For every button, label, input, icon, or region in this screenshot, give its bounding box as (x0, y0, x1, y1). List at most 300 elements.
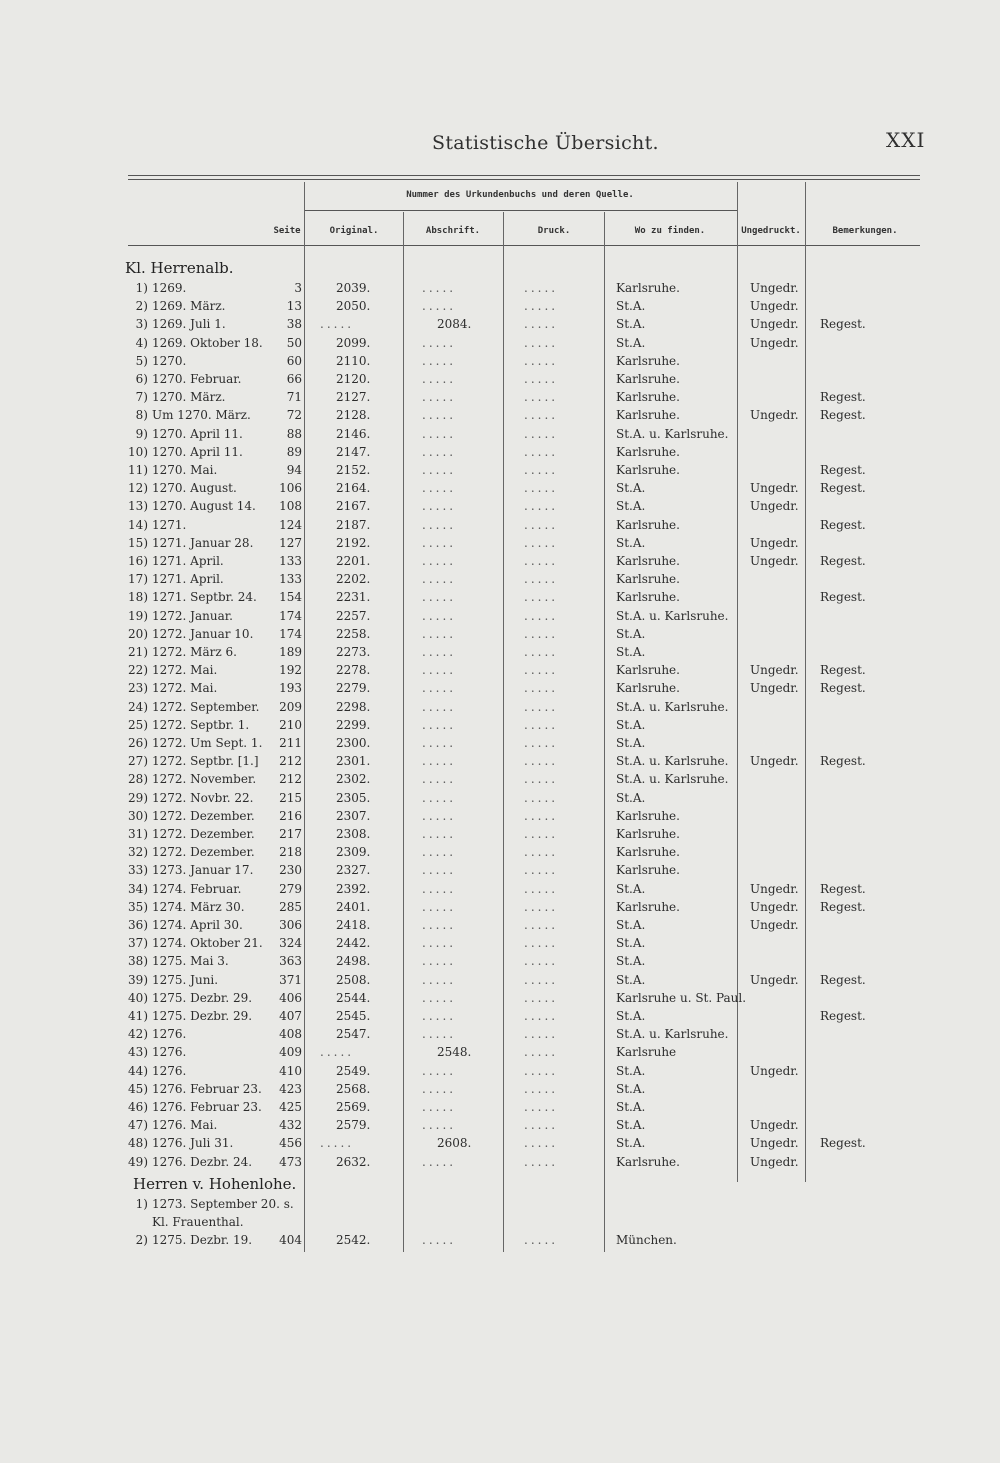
row-location: Karlsruhe. (616, 863, 680, 877)
row-abschrift: ..... (422, 299, 457, 313)
row-date: 1270. August. (152, 481, 237, 495)
row-number: 20) (128, 627, 148, 641)
row-abschrift: ..... (422, 845, 457, 859)
row-druck: ..... (524, 973, 559, 987)
row-druck: ..... (524, 1155, 559, 1169)
row-seite: 279 (279, 882, 302, 896)
row-druck: ..... (524, 1100, 559, 1114)
row-number: 37) (128, 936, 148, 950)
row-seite: 218 (279, 845, 302, 859)
row-druck: ..... (524, 1136, 559, 1150)
row-number: 2) (135, 299, 148, 313)
column-header-abschrift: Abschrift. (425, 226, 481, 236)
row-original: 2152. (336, 463, 371, 477)
row-original: 2300. (336, 736, 371, 750)
row-location: St.A. u. Karlsruhe. (616, 1027, 729, 1041)
row-abschrift: ..... (422, 518, 457, 532)
row-abschrift: ..... (422, 536, 457, 550)
row-date: 1274. März 30. (152, 900, 245, 914)
row-location: St.A. (616, 1082, 646, 1096)
row-abschrift: ..... (422, 1009, 457, 1023)
row-number: 14) (128, 518, 148, 532)
row-druck: ..... (524, 481, 559, 495)
row-number: 12) (128, 481, 148, 495)
row-date: Um 1270. März. (152, 408, 251, 422)
row-original: 2039. (336, 281, 371, 295)
row-number: 1) (135, 1197, 148, 1211)
row-date: 1271. April. (152, 572, 224, 586)
row-abschrift: ..... (422, 372, 457, 386)
row-abschrift: ..... (422, 1155, 457, 1169)
row-seite: 217 (279, 827, 302, 841)
row-seite: 409 (279, 1045, 302, 1059)
column-divider (805, 182, 806, 1182)
top-rule (128, 179, 920, 180)
row-note: Kl. Frauenthal. (152, 1215, 244, 1229)
row-date: 1269. Oktober 18. (152, 336, 263, 350)
row-date: 1275. Juni. (152, 973, 219, 987)
row-date: 1271. April. (152, 554, 224, 568)
row-original: ..... (320, 1136, 355, 1150)
row-date: 1271. Septbr. 24. (152, 590, 257, 604)
row-abschrift: ..... (422, 572, 457, 586)
row-location: St.A. (616, 336, 646, 350)
row-abschrift: ..... (422, 809, 457, 823)
row-abschrift: ..... (422, 609, 457, 623)
row-ungedruckt: Ungedr. (750, 1118, 799, 1132)
row-ungedruckt: Ungedr. (750, 900, 799, 914)
row-abschrift: ..... (422, 900, 457, 914)
row-abschrift: ..... (422, 772, 457, 786)
row-number: 49) (128, 1155, 148, 1169)
row-number: 43) (128, 1045, 148, 1059)
row-location: St.A. (616, 973, 646, 987)
row-seite: 88 (286, 427, 302, 441)
row-remark: Regest. (820, 1136, 866, 1150)
row-original: 2187. (336, 518, 371, 532)
row-original: 2401. (336, 900, 371, 914)
row-original: 2127. (336, 390, 371, 404)
row-location: Karlsruhe. (616, 445, 680, 459)
row-original: 2392. (336, 882, 371, 896)
row-date: 1270. (152, 354, 187, 368)
row-abschrift: ..... (422, 336, 457, 350)
row-location: St.A. (616, 627, 646, 641)
row-location: St.A. (616, 1009, 646, 1023)
row-druck: ..... (524, 936, 559, 950)
row-druck: ..... (524, 954, 559, 968)
row-seite: 50 (286, 336, 302, 350)
row-date: 1276. (152, 1027, 187, 1041)
row-seite: 456 (279, 1136, 302, 1150)
row-location: St.A. (616, 1064, 646, 1078)
row-number: 42) (128, 1027, 148, 1041)
row-date: 1274. Oktober 21. (152, 936, 263, 950)
row-druck: ..... (524, 554, 559, 568)
row-druck: ..... (524, 663, 559, 677)
row-remark: Regest. (820, 973, 866, 987)
row-druck: ..... (524, 408, 559, 422)
row-number: 7) (135, 390, 148, 404)
row-original: 2418. (336, 918, 371, 932)
row-seite: 38 (286, 317, 302, 331)
row-seite: 106 (279, 481, 302, 495)
row-original: ..... (320, 317, 355, 331)
row-location: Karlsruhe. (616, 354, 680, 368)
row-date: 1270. April 11. (152, 445, 243, 459)
row-number: 31) (128, 827, 148, 841)
row-number: 28) (128, 772, 148, 786)
row-abschrift: ..... (422, 1027, 457, 1041)
row-number: 47) (128, 1118, 148, 1132)
row-original: 2110. (336, 354, 371, 368)
column-header-ungedruckt: Ungedruckt. (741, 226, 801, 236)
row-original: 2632. (336, 1155, 371, 1169)
row-date: 1275. Dezbr. 29. (152, 1009, 253, 1023)
row-date: 1275. Dezbr. 29. (152, 991, 253, 1005)
row-original: 2147. (336, 445, 371, 459)
row-abschrift: ..... (422, 736, 457, 750)
row-remark: Regest. (820, 681, 866, 695)
row-abschrift: 2608. (437, 1136, 472, 1150)
row-original: 2327. (336, 863, 371, 877)
row-druck: ..... (524, 354, 559, 368)
row-date: 1270. April 11. (152, 427, 243, 441)
row-date: 1269. Juli 1. (152, 317, 226, 331)
page-number: XXI (886, 128, 926, 152)
row-ungedruckt: Ungedr. (750, 536, 799, 550)
row-number: 9) (135, 427, 148, 441)
row-original: 2192. (336, 536, 371, 550)
row-number: 35) (128, 900, 148, 914)
row-date: 1272. Um Sept. 1. (152, 736, 263, 750)
row-date: 1272. Dezember. (152, 827, 255, 841)
row-ungedruckt: Ungedr. (750, 663, 799, 677)
row-druck: ..... (524, 518, 559, 532)
row-remark: Regest. (820, 317, 866, 331)
row-abschrift: ..... (422, 1082, 457, 1096)
row-date: 1274. Februar. (152, 882, 242, 896)
row-location: Karlsruhe u. St. Paul. (616, 991, 747, 1005)
row-druck: ..... (524, 809, 559, 823)
row-date: 1273. Januar 17. (152, 863, 254, 877)
row-abschrift: ..... (422, 408, 457, 422)
row-number: 23) (128, 681, 148, 695)
row-location: St.A. (616, 736, 646, 750)
row-number: 32) (128, 845, 148, 859)
row-druck: ..... (524, 845, 559, 859)
row-location: St.A. (616, 918, 646, 932)
row-date: 1272. März 6. (152, 645, 237, 659)
row-location: Karlsruhe. (616, 372, 680, 386)
row-number: 30) (128, 809, 148, 823)
row-abschrift: ..... (422, 791, 457, 805)
row-number: 38) (128, 954, 148, 968)
row-seite: 216 (279, 809, 302, 823)
row-remark: Regest. (820, 1009, 866, 1023)
row-abschrift: ..... (422, 281, 457, 295)
row-abschrift: ..... (422, 754, 457, 768)
row-original: 2146. (336, 427, 371, 441)
row-ungedruckt: Ungedr. (750, 299, 799, 313)
row-location: Karlsruhe (616, 1045, 677, 1059)
row-abschrift: ..... (422, 481, 457, 495)
row-seite: 174 (279, 627, 302, 641)
row-location: St.A. u. Karlsruhe. (616, 700, 729, 714)
row-date: 1276. (152, 1064, 187, 1078)
row-druck: ..... (524, 827, 559, 841)
row-number: 45) (128, 1082, 148, 1096)
row-date: 1272. Septbr. [1.] (152, 754, 259, 768)
column-divider (304, 182, 305, 1252)
row-original: 2308. (336, 827, 371, 841)
row-date: 1271. Januar 28. (152, 536, 254, 550)
row-original: 2544. (336, 991, 371, 1005)
row-seite: 212 (279, 772, 302, 786)
row-number: 10) (128, 445, 148, 459)
row-location: St.A. (616, 936, 646, 950)
row-seite: 72 (286, 408, 302, 422)
row-date: 1272. September. (152, 700, 260, 714)
column-header-bemerkungen: Bemerkungen. (832, 226, 898, 236)
row-location: St.A. (616, 1100, 646, 1114)
row-location: St.A. (616, 1118, 646, 1132)
column-divider (503, 212, 504, 1252)
row-number: 46) (128, 1100, 148, 1114)
row-ungedruckt: Ungedr. (750, 317, 799, 331)
row-seite: 13 (286, 299, 302, 313)
row-number: 26) (128, 736, 148, 750)
row-date: 1276. Mai. (152, 1118, 218, 1132)
row-original: 2545. (336, 1009, 371, 1023)
row-seite: 154 (279, 590, 302, 604)
column-header-original: Original. (329, 226, 379, 236)
row-seite: 371 (279, 973, 302, 987)
row-druck: ..... (524, 1064, 559, 1078)
row-location: St.A. u. Karlsruhe. (616, 772, 729, 786)
row-seite: 408 (279, 1027, 302, 1041)
row-original: 2498. (336, 954, 371, 968)
column-header-seite: Seite (273, 226, 301, 236)
row-seite: 124 (279, 518, 302, 532)
page-title: Statistische Übersicht. (432, 132, 659, 154)
column-group-header: Nummer des Urkundenbuchs und deren Quelle. (406, 190, 634, 200)
row-date: 1270. August 14. (152, 499, 256, 513)
row-original: 2167. (336, 499, 371, 513)
row-location: St.A. (616, 882, 646, 896)
row-number: 29) (128, 791, 148, 805)
row-ungedruckt: Ungedr. (750, 1136, 799, 1150)
row-ungedruckt: Ungedr. (750, 408, 799, 422)
row-remark: Regest. (820, 554, 866, 568)
row-date: 1275. Dezbr. 19. (152, 1233, 253, 1247)
row-number: 19) (128, 609, 148, 623)
row-original: 2309. (336, 845, 371, 859)
row-date: 1274. April 30. (152, 918, 243, 932)
row-number: 27) (128, 754, 148, 768)
row-number: 41) (128, 1009, 148, 1023)
row-abschrift: ..... (422, 1064, 457, 1078)
row-location: St.A. (616, 791, 646, 805)
row-seite: 66 (286, 372, 302, 386)
row-seite: 108 (279, 499, 302, 513)
row-location: St.A. u. Karlsruhe. (616, 427, 729, 441)
row-original: 2305. (336, 791, 371, 805)
row-seite: 211 (279, 736, 302, 750)
row-druck: ..... (524, 463, 559, 477)
row-seite: 94 (286, 463, 302, 477)
row-abschrift: ..... (422, 681, 457, 695)
row-number: 44) (128, 1064, 148, 1078)
row-seite: 363 (279, 954, 302, 968)
row-original: 2099. (336, 336, 371, 350)
row-remark: Regest. (820, 663, 866, 677)
row-original: ..... (320, 1045, 355, 1059)
row-druck: ..... (524, 590, 559, 604)
row-location: St.A. (616, 954, 646, 968)
column-divider (403, 212, 404, 1252)
row-seite: 60 (286, 354, 302, 368)
row-remark: Regest. (820, 754, 866, 768)
row-location: Karlsruhe. (616, 681, 680, 695)
row-location: Karlsruhe. (616, 281, 680, 295)
row-number: 5) (135, 354, 148, 368)
row-location: Karlsruhe. (616, 845, 680, 859)
column-header-wo: Wo zu finden. (634, 226, 706, 236)
row-number: 6) (135, 372, 148, 386)
header-bottom-rule (128, 245, 920, 246)
top-rule (128, 175, 920, 176)
row-number: 16) (128, 554, 148, 568)
row-date: 1276. (152, 1045, 187, 1059)
row-abschrift: ..... (422, 936, 457, 950)
row-ungedruckt: Ungedr. (750, 481, 799, 495)
row-remark: Regest. (820, 518, 866, 532)
row-number: 4) (135, 336, 148, 350)
row-date: 1269. März. (152, 299, 226, 313)
row-location: St.A. (616, 299, 646, 313)
row-location: Karlsruhe. (616, 390, 680, 404)
row-druck: ..... (524, 1233, 559, 1247)
row-seite: 3 (294, 281, 302, 295)
row-remark: Regest. (820, 882, 866, 896)
row-location: Karlsruhe. (616, 809, 680, 823)
row-seite: 189 (279, 645, 302, 659)
row-abschrift: ..... (422, 973, 457, 987)
row-ungedruckt: Ungedr. (750, 882, 799, 896)
row-druck: ..... (524, 918, 559, 932)
section-heading: Herren v. Hohenlohe. (133, 1174, 297, 1193)
row-location: Karlsruhe. (616, 900, 680, 914)
row-location: Karlsruhe. (616, 408, 680, 422)
row-location: Karlsruhe. (616, 1155, 680, 1169)
group-rule (305, 210, 737, 211)
row-druck: ..... (524, 882, 559, 896)
row-number: 40) (128, 991, 148, 1005)
row-seite: 174 (279, 609, 302, 623)
row-original: 2164. (336, 481, 371, 495)
row-abschrift: ..... (422, 463, 457, 477)
row-druck: ..... (524, 718, 559, 732)
row-abschrift: ..... (422, 427, 457, 441)
row-seite: 89 (286, 445, 302, 459)
row-abschrift: ..... (422, 718, 457, 732)
row-abschrift: ..... (422, 663, 457, 677)
row-location: St.A. u. Karlsruhe. (616, 754, 729, 768)
column-divider (604, 212, 605, 1252)
row-number: 1) (135, 281, 148, 295)
row-original: 2547. (336, 1027, 371, 1041)
row-ungedruckt: Ungedr. (750, 681, 799, 695)
row-date: 1272. Novbr. 22. (152, 791, 254, 805)
row-druck: ..... (524, 772, 559, 786)
row-druck: ..... (524, 681, 559, 695)
row-seite: 133 (279, 554, 302, 568)
row-druck: ..... (524, 445, 559, 459)
row-original: 2128. (336, 408, 371, 422)
row-druck: ..... (524, 299, 559, 313)
row-date: 1276. Dezbr. 24. (152, 1155, 253, 1169)
row-abschrift: ..... (422, 1118, 457, 1132)
row-number: 21) (128, 645, 148, 659)
row-date: 1270. März. (152, 390, 226, 404)
row-location: St.A. (616, 536, 646, 550)
row-abschrift: ..... (422, 445, 457, 459)
row-druck: ..... (524, 499, 559, 513)
row-seite: 133 (279, 572, 302, 586)
row-date: 1275. Mai 3. (152, 954, 229, 968)
row-number: 13) (128, 499, 148, 513)
row-original: 2549. (336, 1064, 371, 1078)
row-seite: 215 (279, 791, 302, 805)
row-location: St.A. (616, 317, 646, 331)
row-original: 2231. (336, 590, 371, 604)
row-druck: ..... (524, 736, 559, 750)
row-druck: ..... (524, 1118, 559, 1132)
row-original: 2258. (336, 627, 371, 641)
row-date: 1271. (152, 518, 187, 532)
row-druck: ..... (524, 1082, 559, 1096)
row-ungedruckt: Ungedr. (750, 554, 799, 568)
row-number: 3) (135, 317, 148, 331)
row-original: 2301. (336, 754, 371, 768)
row-original: 2302. (336, 772, 371, 786)
row-druck: ..... (524, 863, 559, 877)
row-remark: Regest. (820, 390, 866, 404)
row-druck: ..... (524, 900, 559, 914)
row-druck: ..... (524, 281, 559, 295)
row-druck: ..... (524, 991, 559, 1005)
row-druck: ..... (524, 536, 559, 550)
row-druck: ..... (524, 1027, 559, 1041)
row-remark: Regest. (820, 481, 866, 495)
row-druck: ..... (524, 700, 559, 714)
row-original: 2568. (336, 1082, 371, 1096)
row-date: 1272. Dezember. (152, 809, 255, 823)
row-original: 2278. (336, 663, 371, 677)
row-seite: 210 (279, 718, 302, 732)
row-date: 1272. Dezember. (152, 845, 255, 859)
row-original: 2273. (336, 645, 371, 659)
row-number: 18) (128, 590, 148, 604)
row-number: 17) (128, 572, 148, 586)
row-abschrift: 2084. (437, 317, 472, 331)
row-seite: 212 (279, 754, 302, 768)
row-date: 1270. Februar. (152, 372, 242, 386)
row-seite: 285 (279, 900, 302, 914)
row-location: St.A. (616, 718, 646, 732)
row-seite: 230 (279, 863, 302, 877)
